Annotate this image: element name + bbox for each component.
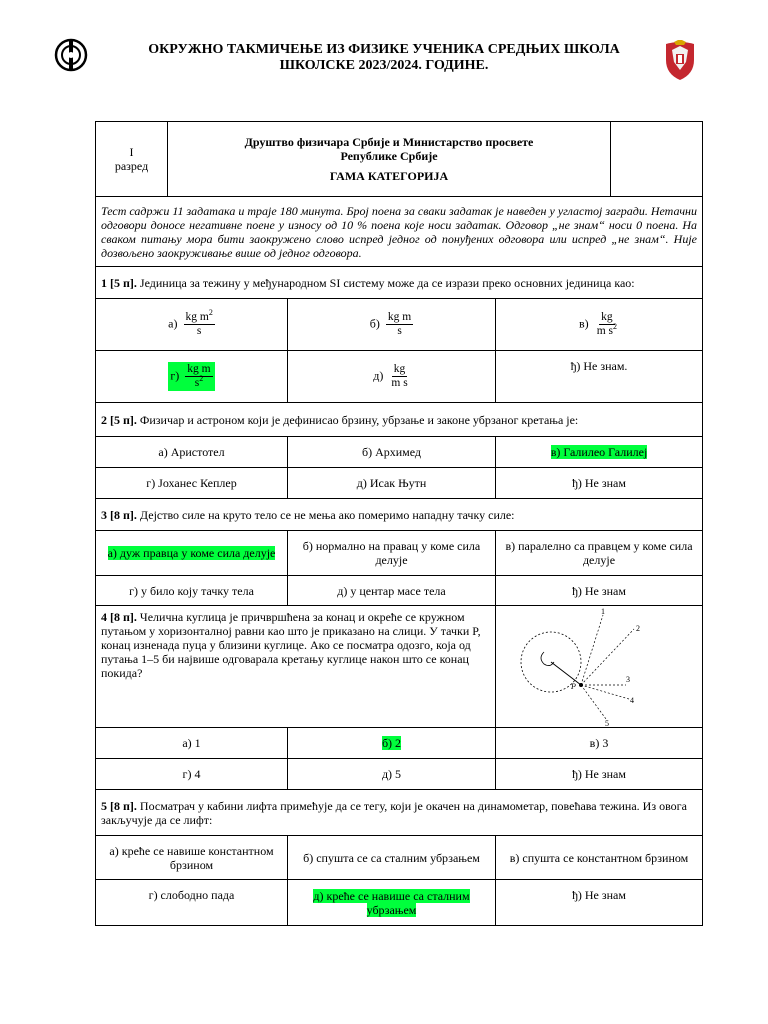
q3-answer-d[interactable]: д) у центар масе тела <box>288 576 496 606</box>
q1-b-fraction: $\frac{\text{kg m}}{s}$ <box>387 311 412 337</box>
hand-sketch <box>541 652 554 666</box>
category: ГАМА КАТЕГОРИЈА <box>329 169 449 183</box>
q1-answer-d[interactable]: д) $\frac{kg}{\text{m s}}$ <box>288 351 496 403</box>
q3-answer-g[interactable]: г) у било коју тачку тела <box>96 576 288 606</box>
q4-figure-cell <box>496 606 703 728</box>
q5-answer-a[interactable]: а) креће се навише константном брзином <box>96 836 288 880</box>
circular-path-figure <box>496 607 701 727</box>
q1-answer-a[interactable]: а) $\frac{kg m^2}{s}$ <box>96 299 288 351</box>
q2-answer-a[interactable]: а) Аристотел <box>96 437 288 468</box>
q1-v-fraction: $\frac{kg}{m s^2}$ <box>596 311 617 337</box>
q1-text: Јединица за тежину у међународном SI систему може да се изрази преко основних јединица као: <box>136 275 635 290</box>
org-line1: Друштво физичара Србије и Министарство просвете <box>244 135 534 149</box>
q4-answer-a[interactable]: а) 1 <box>96 728 288 759</box>
q1-g-highlight: г) $\frac{\text{kg m}}{s^2}$ <box>168 362 214 391</box>
q2-answer-b[interactable]: б) Архимед <box>288 437 496 468</box>
q2-answer-d[interactable]: д) Исак Њутн <box>288 468 496 499</box>
q4-answer-b[interactable]: б) 2 <box>288 728 496 759</box>
q1-answer-dj[interactable]: ђ) Не знам. <box>496 351 703 403</box>
q1-answer-v[interactable]: в) $\frac{kg}{m s^2}$ <box>496 299 703 351</box>
document-header <box>0 42 768 74</box>
path-5 <box>581 685 606 719</box>
q1-a-fraction: $\frac{kg m^2}{s}$ <box>185 308 213 337</box>
q5-answer-d[interactable]: д) креће се навише са сталним убрзањем <box>288 880 496 926</box>
q4-answer-v[interactable]: в) 3 <box>496 728 703 759</box>
q2-answer-dj[interactable]: ђ) Не знам <box>496 468 703 499</box>
class-word: разред <box>114 159 149 173</box>
q1-number: 1 [5 п]. <box>101 275 137 290</box>
q5-answer-v[interactable]: в) спушта се константном брзином <box>496 836 703 880</box>
q5-answer-b[interactable]: б) спушта се са сталним убрзањем <box>288 836 496 880</box>
path-1 <box>581 615 603 685</box>
q1-d-fraction: $\frac{kg}{\text{m s}}$ <box>391 363 408 389</box>
question-3: 3 [8 п]. Дејство силе на круто тело се не мења ако померимо нападну тачку силе: <box>96 499 703 531</box>
q5-answer-dj[interactable]: ђ) Не знам <box>496 880 703 926</box>
q3-answer-a[interactable]: а) дуж правца у коме сила делује <box>96 531 288 576</box>
intro-text: Тест садржи 11 задатака и траје 180 минута. Број поена за сваки задатак је наведен у угластој загради. Нетачни одговори доносе негативне поене у износу од 10 % поена које носи задатак. Одговор „не знам“ носи 0 поена. На сваком питању мора бити заокружено слово испред једног од понуђених одговора или испред „не знам“. Није дозвољено заокруживање више од једног одговора. <box>96 197 703 267</box>
q1-answer-g[interactable] <box>96 351 288 403</box>
q3-answer-dj[interactable]: ђ) Не знам <box>496 576 703 606</box>
label-3: 3 <box>626 674 630 684</box>
header-line2: ШКОЛСКЕ 2023/2024. ГОДИНЕ. <box>279 58 489 73</box>
q2-answer-v[interactable]: в) Галилео Галилеј <box>496 437 703 468</box>
q3-answer-v[interactable]: в) паралелно са правцем у коме сила делује <box>496 531 703 576</box>
q5-answer-g[interactable]: г) слободно пада <box>96 880 288 926</box>
blank-cell <box>611 122 703 197</box>
organizer-cell <box>168 122 611 197</box>
q2-answer-g[interactable]: г) Јоханес Кеплер <box>96 468 288 499</box>
question-1 <box>96 267 703 299</box>
class-cell <box>96 122 168 197</box>
q3-answer-b[interactable]: б) нормално на правац у коме сила делује <box>288 531 496 576</box>
path-4 <box>581 685 629 699</box>
label-2: 2 <box>636 623 640 633</box>
q4-answer-dj[interactable]: ђ) Не знам <box>496 759 703 790</box>
org-line2: Републике Србије <box>340 149 438 163</box>
label-p: P <box>571 681 576 691</box>
q4-answer-d[interactable]: д) 5 <box>288 759 496 790</box>
label-5: 5 <box>605 718 609 727</box>
class-number: I <box>129 145 134 159</box>
question-2: 2 [5 п]. Физичар и астроном који је дефинисао брзину, убрзање и законе убрзаног кретања је: <box>96 403 703 437</box>
label-1: 1 <box>601 606 605 616</box>
string-line <box>551 662 581 685</box>
label-4: 4 <box>630 695 634 705</box>
question-4: 4 [8 п]. Челична куглица је причвршћена за конац и окреће се кружном путањом у хоризонталној равни као што је приказано на слици. У тачки P, конац изненада пуца у близини куглице. Ако се посматра одозго, која од путања 1–5 би највише одговарала кретању куглице након што се конац покида? <box>96 606 496 728</box>
q4-answer-g[interactable]: г) 4 <box>96 759 288 790</box>
header-line1: ОКРУЖНО ТАКМИЧЕЊЕ ИЗ ФИЗИКЕ УЧЕНИКА СРЕДЊИХ ШКОЛА <box>148 42 620 57</box>
question-5: 5 [8 п]. Посматрач у кабини лифта примећује да се тегу, који је окачен на динамометар, повећава тежина. Из овога закључује да се лифт: <box>96 790 703 836</box>
test-table <box>95 121 703 926</box>
q1-answer-b[interactable]: б) $\frac{\text{kg m}}{s}$ <box>288 299 496 351</box>
